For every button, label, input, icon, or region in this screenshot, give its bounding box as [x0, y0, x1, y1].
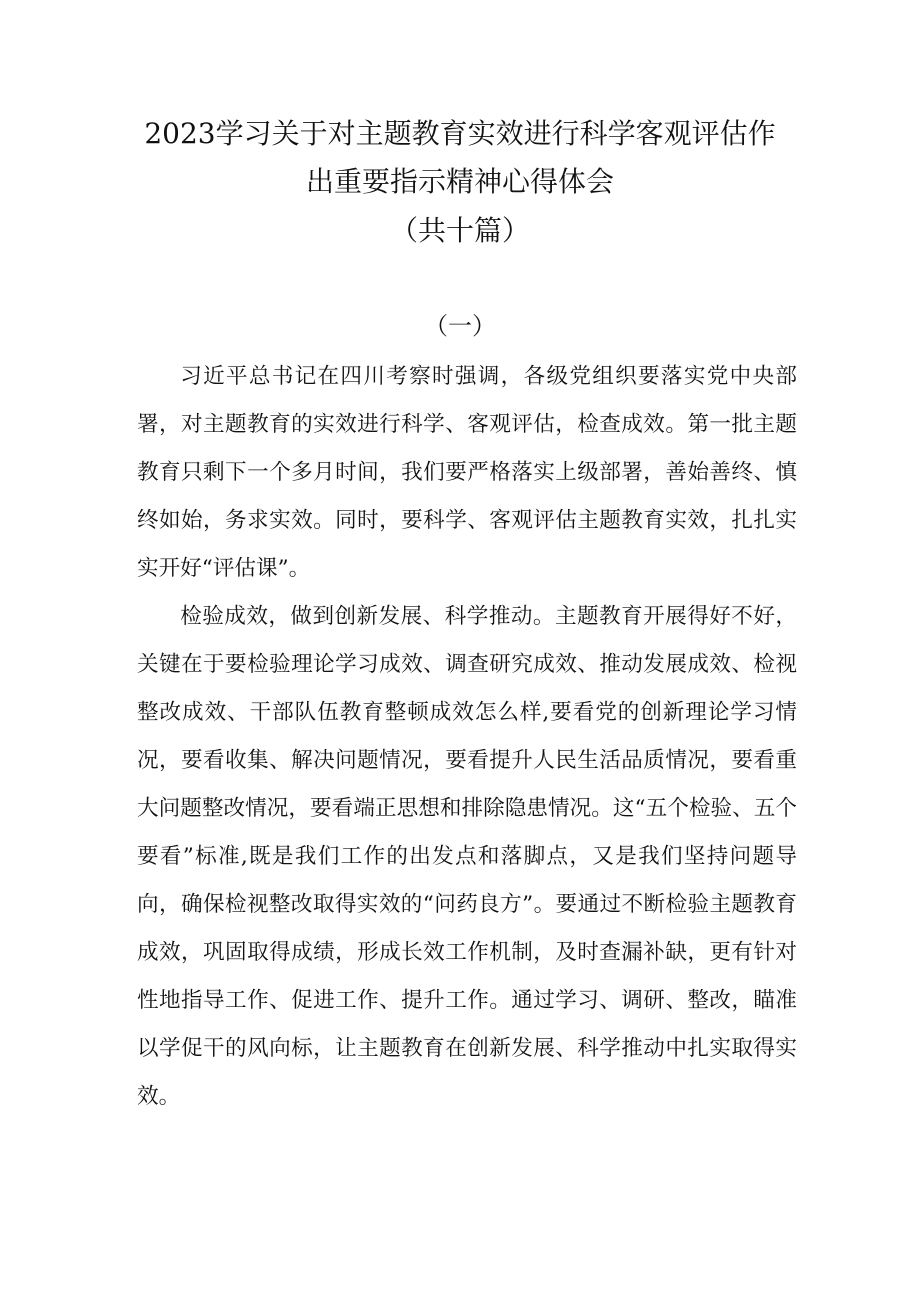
body-paragraph-2: 检验成效，做到创新发展、科学推动。主题教育开展得好不好，关键在于要检验理论学习成效、调查研究成效、推动发展成效、检视整改成效、干部队伍教育整顿成效怎么样,要看党的创新理论学习情况，要看收集、解决问题情况，要看提升人民生活品质情况，要看重大问题整改情况，要看端正思想和排除隐患情况。这“五个检验、五个要看”标准,既是我们工作的出发点和落脚点，又是我们坚持问题导向，确保检视整改取得实效的“问药良方”。要通过不断检验主题教育成效，巩固取得成绩，形成长效工作机制，及时查漏补缺，更有针对性地指导工作、促进工作、提升工作。通过学习、调研、整改，瞄准以学促干的风向标，让主题教育在创新发展、科学推动中扎实取得实效。 — [137, 604, 797, 1109]
document-title-line-1: 2023学习关于对主题教育实效进行科学客观评估作 — [144, 117, 776, 150]
document-title-line-2: 出重要指示精神心得体会 — [305, 165, 614, 198]
section-heading: （一） — [424, 312, 496, 340]
document-subtitle-count: （共十篇） — [389, 214, 530, 247]
body-paragraph-1: 习近平总书记在四川考察时强调，各级党组织要落实党中央部署，对主题教育的实效进行科学、客观评估，检查成效。第一批主题教育只剩下一个多月时间，我们要严格落实上级部署，善始善终、慎终如始，务求实效。同时，要科学、客观评估主题教育实效，扎扎实实开好“评估课”。 — [137, 364, 797, 581]
